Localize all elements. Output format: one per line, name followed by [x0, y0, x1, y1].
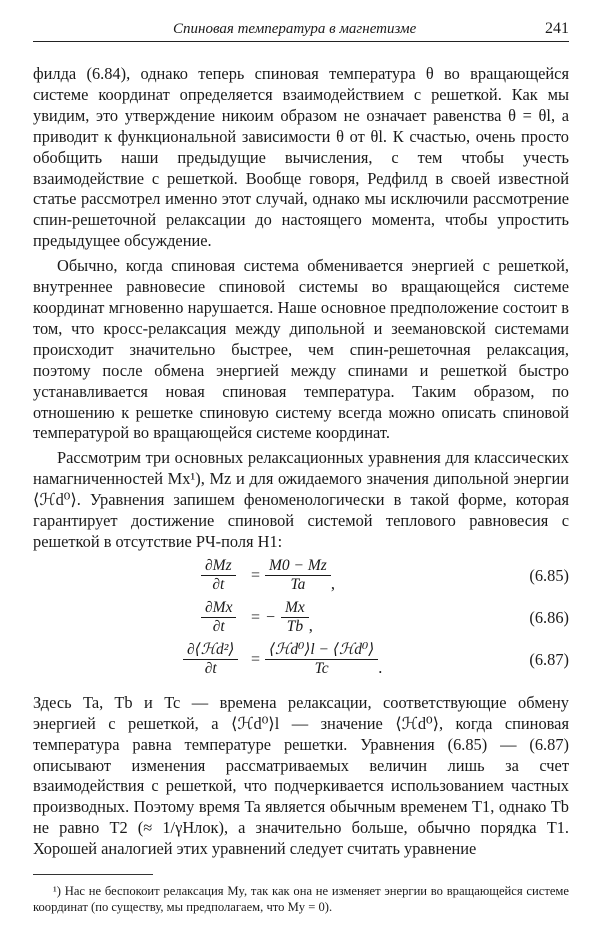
eq-lhs: $\frac{\partial Mz}{\partial t}$ — [201, 557, 236, 594]
equation-number: (6.85) — [529, 565, 569, 585]
paragraph-3: Рассмотрим три основных релаксационных уравнения для классических намагниченностей Mx¹), Mz и для ожидаемого значения дипольной энергии ⟨ℋd⁰⟩. Уравнения запишем феноменологически в такой форме, которая гарантирует достижение спиновой системой теплового равновесия с решеткой в отсутствие РЧ-поля H1: — [33, 448, 569, 551]
eq-rhs: $\frac{M0 - Mz}{Ta}$ — [265, 557, 331, 594]
equation-6-86: $\frac{\partial Mx}{\partial t}$ = − $\frac{Mx}{Tb}$ , (6.86) — [33, 599, 569, 639]
page-number: 241 — [545, 20, 569, 37]
running-header — [33, 20, 569, 42]
eq-lhs: $\frac{\partial Mx}{\partial t}$ — [201, 599, 236, 636]
equation-number: (6.86) — [529, 607, 569, 627]
eq-rhs: $\frac{\text{⟨ℋd⁰⟩l − ⟨ℋd⁰⟩}}{Tc}$ — [265, 641, 378, 678]
footnote-rule — [33, 874, 153, 875]
running-title: Спиновая температура в магнетизме — [173, 21, 417, 37]
paragraph-2: Обычно, когда спиновая система обменивается энергией с решеткой, внутреннее равновесие спиновой системы во вращающейся системе координат мгновенно нарушается. Наше основное предположение состоит в том, что кросс-релаксация между дипольной и зеемановской системами происходит значительно быстрее, чем спин-решеточная релаксация, поэтому после обмена энергией между спинами и решеткой быстро устанавливается новая спиновая температура. Таким образом, по отношению к решетке спиновую систему всегда можно описать спиновой температурой во вращающейся системе координат. — [33, 256, 569, 443]
equation-number: (6.87) — [529, 649, 569, 669]
eq-rhs: $\frac{Mx}{Tb}$ — [281, 599, 309, 636]
page — [33, 20, 569, 915]
footnote: ¹) Нас не беспокоит релаксация My, так как она не изменяет энергии во вращающейся системе координат (по существу, мы предполагаем, что My = 0). — [33, 884, 569, 915]
equation-6-87: $\frac{\text{∂⟨ℋd²⟩}}{\partial t}$ = $\frac{\text{⟨ℋd⁰⟩l − ⟨ℋd⁰⟩}}{Tc}$ . (6.87) — [33, 641, 569, 685]
eq-lhs: $\frac{\text{∂⟨ℋd²⟩}}{\partial t}$ — [183, 641, 238, 678]
paragraph-4: Здесь Ta, Tb и Tc — времена релаксации, соответствующие обмену энергией с решеткой, а ⟨ℋd⁰⟩l — значение ⟨ℋd⁰⟩, когда спиновая температура равна температуре решетки. Уравнения (6.85) — (6.87) описывают изменения рассматриваемых величин лишь за счет взаимодействия с решеткой, что подчеркивается использованием частных производных. Поэтому время Ta является обычным временем T1, однако Tb не равно T2 (≈ 1/γHлок), а значительно больше, обычно порядка T1. Хорошей аналогией этих уравнений следует считать уравнение — [33, 692, 569, 859]
body-text — [33, 64, 569, 860]
equation-6-85: $\frac{\partial Mz}{\partial t}$ = $\frac{M0 - Mz}{Ta}$ , (6.85) — [33, 557, 569, 597]
paragraph-1: филда (6.84), однако теперь спиновая температура θ во вращающейся системе координат определяется взаимодействием с решеткой. Как мы увидим, это утверждение никоим образом не означает равенства θ = θl, а приводит к функциональной зависимости θ от θl. К счастью, очень просто обобщить наши предыдущие вычисления, с тем чтобы учесть взаимодействие с решеткой. Вообще говоря, Редфилд в своей известной статье рассмотрел именно этот случай, однако мы исключили рассмотрение спин-решеточной релаксации до настоящего момента, чтобы упростить предыдущее обсуждение. — [33, 64, 569, 251]
